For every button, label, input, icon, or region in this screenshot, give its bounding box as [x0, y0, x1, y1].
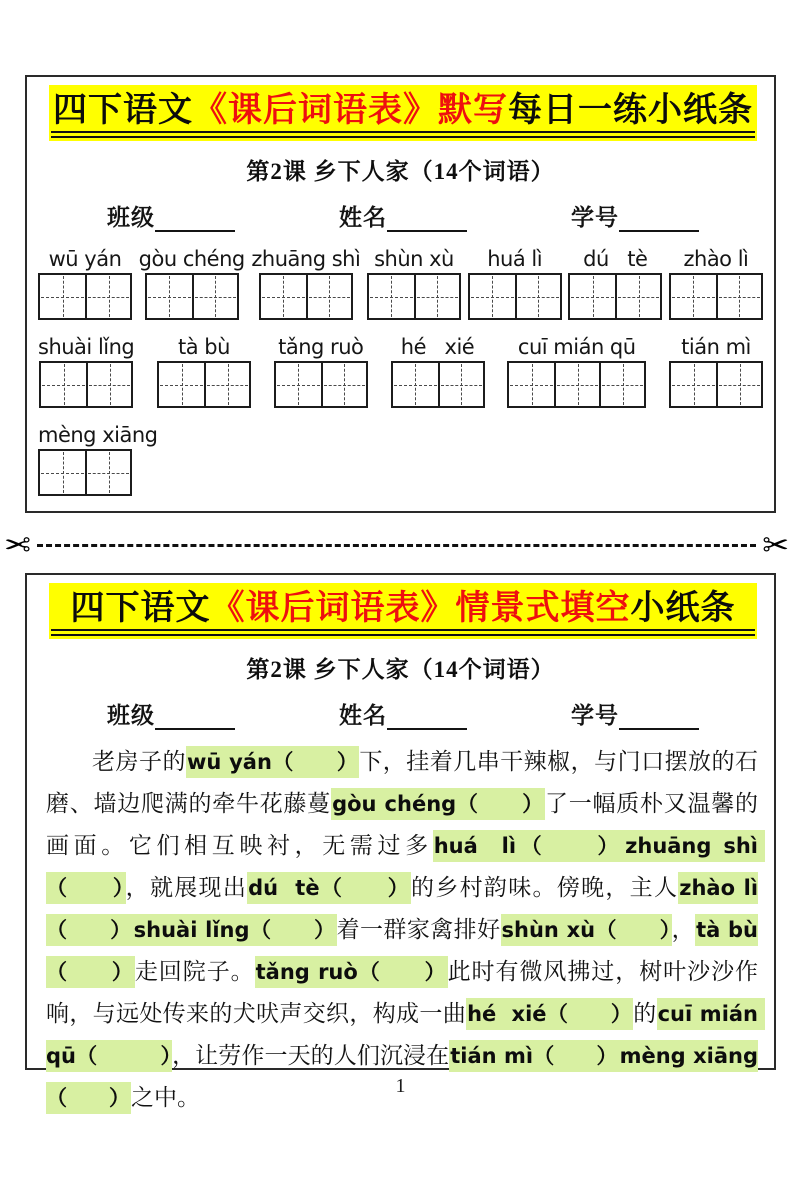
pinyin-blank-highlight: wū yán（ ）: [186, 746, 359, 778]
student-field: [339, 199, 467, 232]
student-field: [339, 697, 467, 730]
grid-cell: [615, 275, 660, 318]
pinyin-word-block: [391, 333, 485, 408]
section1-title: [51, 90, 755, 130]
paragraph-text: 下，挂着几串干辣椒，与门口摆放的石磨、墙边爬满的牵牛花藤蔓: [46, 749, 759, 816]
grid-cell: [40, 275, 85, 318]
grid-cell: [438, 363, 483, 406]
section1-title-bar: [49, 85, 757, 141]
grid-cell: [671, 363, 716, 406]
worksheet-page: [0, 75, 793, 1196]
pinyin-blank-highlight: gòu chéng（ ）: [331, 788, 545, 820]
title-part: 默写: [438, 90, 508, 130]
pinyin-label: gòu chéng: [138, 247, 245, 271]
pinyin-blank-highlight: tián mì（ ）: [449, 1040, 618, 1072]
section1-student-fields: [107, 199, 774, 232]
pinyin-word-block: [274, 333, 368, 408]
field-blank-line: [619, 208, 699, 232]
pinyin-label: dú tè: [583, 247, 648, 271]
grid-cell: [716, 363, 761, 406]
grid-cell: [192, 275, 237, 318]
pinyin-word-block: [468, 245, 562, 320]
character-grid: [145, 273, 239, 320]
character-grid: [157, 361, 251, 408]
pinyin-blank-highlight: tǎng ruò（ ）: [255, 956, 448, 988]
character-grid: [468, 273, 562, 320]
cloze-paragraph: [46, 741, 766, 1119]
grid-cell: [204, 363, 249, 406]
scissors-icon: ✂: [762, 526, 789, 564]
pinyin-word-block: [157, 333, 251, 408]
field-blank-line: [619, 706, 699, 730]
character-grid: [39, 361, 133, 408]
title-part: 《课后词语表》: [193, 90, 438, 130]
paragraph-text: 了一幅质朴又温馨的画面。它们相互映衬，无需过多: [46, 791, 759, 858]
character-grid: [568, 273, 662, 320]
character-grid: [274, 361, 368, 408]
word-row: [38, 333, 763, 408]
dashed-cut-line: [37, 544, 756, 547]
pinyin-word-block: [251, 245, 360, 320]
pinyin-blank-highlight: huá lì（ ）: [433, 830, 624, 862]
grid-cell: [716, 275, 761, 318]
grid-cell: [515, 275, 560, 318]
student-field: [107, 697, 235, 730]
pinyin-label: zhuāng shì: [251, 247, 361, 271]
character-grid: [507, 361, 646, 408]
page-number: 1: [395, 1075, 406, 1097]
pinyin-label: huá lì: [487, 247, 543, 271]
field-label: 学号: [571, 703, 619, 728]
pinyin-word-block: [38, 421, 157, 496]
character-grid: [367, 273, 461, 320]
character-grid: [259, 273, 353, 320]
pinyin-word-block: [669, 333, 763, 408]
grid-cell: [599, 363, 644, 406]
character-grid: [391, 361, 485, 408]
pinyin-blank-highlight: mèng xiāng（ ）: [46, 1040, 758, 1114]
dictation-section: [25, 75, 776, 513]
paragraph-text: 之中。: [131, 1085, 200, 1110]
paragraph-text: 着一群家禽排好: [336, 917, 501, 942]
paragraph-text: ，就展现出: [125, 875, 248, 900]
pinyin-word-block: [669, 245, 763, 320]
grid-cell: [470, 275, 515, 318]
field-blank-line: [387, 208, 467, 232]
pinyin-label: tián mì: [681, 335, 751, 359]
pinyin-word-block: [568, 245, 662, 320]
pinyin-label: shuài lǐng: [38, 335, 135, 359]
word-row: [38, 245, 763, 320]
pinyin-blank-highlight: tà bù（ ）: [46, 914, 758, 988]
title-part: 四下语文: [53, 90, 193, 130]
grid-cell: [509, 363, 554, 406]
grid-cell: [671, 275, 716, 318]
paragraph-text: 走回院子。: [134, 959, 255, 984]
section1-subtitle: 第2课 乡下人家（14个词语）: [246, 159, 555, 184]
pinyin-label: hé xié: [400, 335, 475, 359]
pinyin-blank-highlight: zhuāng shì （ ）: [46, 830, 765, 904]
title-part: 每日一练小纸条: [508, 90, 753, 130]
grid-cell: [86, 363, 131, 406]
title-part: 情景式填空: [455, 588, 631, 628]
grid-cell: [159, 363, 204, 406]
word-grid-rows: [27, 245, 774, 496]
pinyin-label: mèng xiāng: [38, 423, 158, 447]
pinyin-blank-highlight: zhào lì（ ）: [46, 872, 758, 946]
student-field: [571, 697, 699, 730]
field-blank-line: [387, 706, 467, 730]
section2-student-fields: [107, 697, 774, 730]
paragraph-text: 老房子的: [92, 749, 186, 774]
pinyin-label: cuī mián qū: [517, 335, 636, 359]
grid-cell: [414, 275, 459, 318]
cloze-section: [25, 573, 776, 1110]
grid-cell: [41, 363, 86, 406]
field-label: 姓名: [339, 703, 387, 728]
grid-cell: [40, 451, 85, 494]
field-blank-line: [155, 208, 235, 232]
grid-cell: [570, 275, 615, 318]
pinyin-blank-highlight: shùn xù（ ）: [501, 914, 672, 946]
pinyin-blank-highlight: shuài lǐng（ ）: [133, 914, 337, 946]
section2-title-bar: [49, 583, 757, 639]
pinyin-label: shùn xù: [374, 247, 454, 271]
title-double-underline: [51, 131, 755, 138]
paragraph-text: 此时有微风拂过，树叶沙沙作响，与远处传来的犬吠声交织，构成一曲: [46, 959, 759, 1026]
pinyin-word-block: [38, 245, 132, 320]
student-field: [571, 199, 699, 232]
section2-subtitle: 第2课 乡下人家（14个词语）: [246, 657, 555, 682]
title-part: 四下语文: [70, 588, 211, 628]
field-label: 班级: [107, 703, 155, 728]
pinyin-label: tà bù: [178, 335, 230, 359]
section2-title: [51, 588, 755, 628]
field-label: 学号: [571, 205, 619, 230]
pinyin-label: wū yán: [48, 247, 122, 271]
pinyin-label: zhào lì: [683, 247, 749, 271]
pinyin-blank-highlight: dú tè（ ）: [247, 872, 411, 904]
paragraph-text: ，让劳作一天的人们沉浸在: [172, 1043, 450, 1068]
grid-cell: [85, 275, 130, 318]
title-part: 小纸条: [630, 588, 736, 628]
pinyin-blank-highlight: hé xié（ ）: [466, 998, 633, 1030]
grid-cell: [276, 363, 321, 406]
title-double-underline: [51, 629, 755, 636]
field-label: 班级: [107, 205, 155, 230]
grid-cell: [369, 275, 414, 318]
paragraph-text: ，: [671, 917, 696, 942]
pinyin-word-block: [139, 245, 245, 320]
character-grid: [38, 273, 132, 320]
pinyin-label: tǎng ruò: [278, 335, 364, 359]
grid-cell: [393, 363, 438, 406]
word-row: [38, 421, 763, 496]
grid-cell: [85, 451, 130, 494]
character-grid: [669, 361, 763, 408]
grid-cell: [261, 275, 306, 318]
grid-cell: [321, 363, 366, 406]
paragraph-text: 的乡村韵味。傍晚，主人: [411, 875, 679, 900]
paragraph-text: 的: [633, 1001, 657, 1026]
grid-cell: [554, 363, 599, 406]
pinyin-word-block: [367, 245, 461, 320]
scissors-icon: ✂: [4, 526, 31, 564]
cut-line: [0, 517, 793, 573]
field-label: 姓名: [339, 205, 387, 230]
character-grid: [38, 449, 132, 496]
field-blank-line: [155, 706, 235, 730]
character-grid: [669, 273, 763, 320]
pinyin-word-block: [507, 333, 646, 408]
student-field: [107, 199, 235, 232]
pinyin-word-block: [38, 333, 134, 408]
grid-cell: [306, 275, 351, 318]
title-part: 《课后词语表》: [210, 588, 456, 628]
pinyin-blank-highlight: cuī mián qū（ ）: [46, 998, 765, 1072]
grid-cell: [147, 275, 192, 318]
